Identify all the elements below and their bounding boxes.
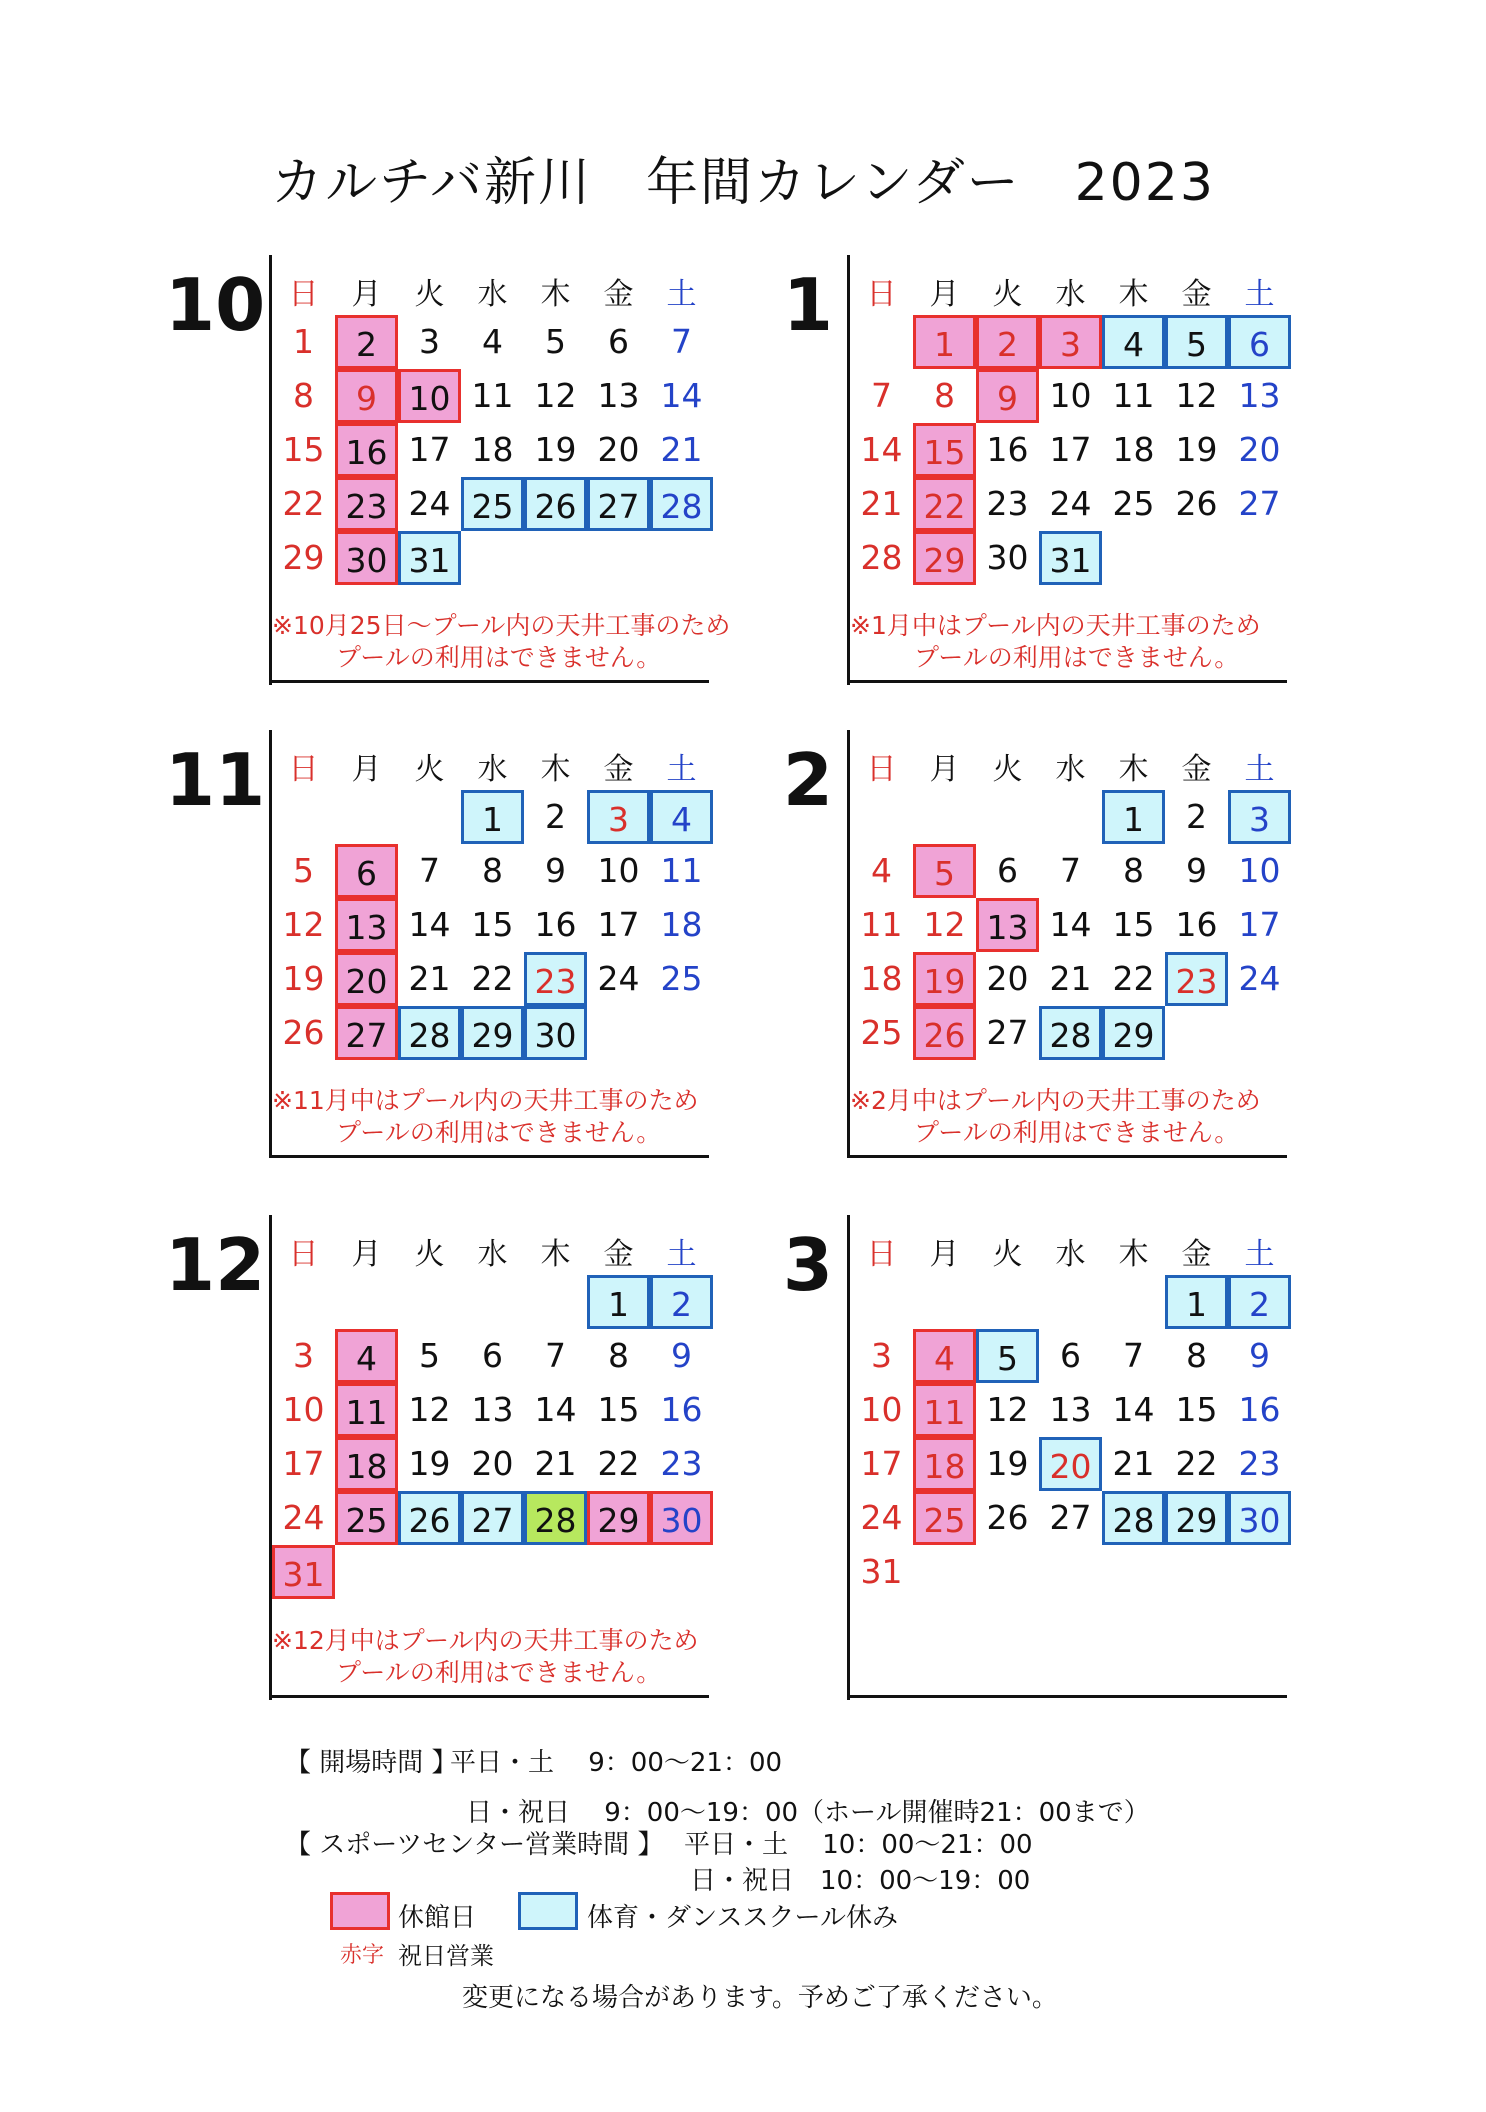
day-cell: 2 (545, 797, 566, 836)
day-cell: 6 (482, 1336, 503, 1375)
day-cell: 13 (976, 898, 1039, 952)
day-cell: 27 (587, 477, 650, 531)
weekday-header: 金 (1181, 277, 1212, 312)
weekday-header: 火 (992, 752, 1023, 787)
day-cell: 14 (860, 430, 903, 469)
legend-red-text: 祝日営業 (398, 1942, 494, 1970)
day-cell: 1 (1165, 1275, 1228, 1329)
day-cell: 21 (660, 430, 703, 469)
day-cell: 23 (335, 477, 398, 531)
month-note-line: プールの利用はできません。 (914, 1118, 1240, 1147)
weekday-header: 日 (288, 752, 319, 787)
month-note-line: ※2月中はプール内の天井工事のため (850, 1086, 1261, 1115)
day-cell: 25 (660, 959, 703, 998)
weekday-header: 木 (1118, 752, 1149, 787)
day-cell: 23 (1165, 952, 1228, 1006)
weekday-header: 水 (477, 277, 508, 312)
day-cell: 1 (587, 1275, 650, 1329)
day-cell: 29 (1165, 1491, 1228, 1545)
weekday-header: 火 (992, 1237, 1023, 1272)
day-cell: 17 (282, 1444, 325, 1483)
weekday-header: 月 (351, 1237, 382, 1272)
day-cell: 22 (1175, 1444, 1218, 1483)
day-cell: 26 (1175, 484, 1218, 523)
day-cell: 24 (408, 484, 451, 523)
weekday-header: 火 (414, 752, 445, 787)
page-title: カルチバ新川 年間カレンダー 2023 (271, 153, 1215, 213)
day-cell: 28 (524, 1491, 587, 1545)
sports-hours-label: 【 スポーツセンター営業時間 】 (285, 1830, 664, 1860)
day-cell: 30 (650, 1491, 713, 1545)
day-cell: 15 (282, 430, 325, 469)
month-number: 12 (165, 1223, 266, 1307)
day-cell: 27 (1238, 484, 1281, 523)
weekday-header: 金 (603, 752, 634, 787)
day-cell: 31 (1039, 531, 1102, 585)
day-cell: 25 (461, 477, 524, 531)
weekday-header: 日 (288, 277, 319, 312)
day-cell: 7 (545, 1336, 566, 1375)
day-cell: 1 (293, 322, 314, 361)
day-cell: 2 (335, 315, 398, 369)
day-cell: 21 (860, 484, 903, 523)
day-cell: 13 (597, 376, 640, 415)
day-cell: 22 (597, 1444, 640, 1483)
legend-closed-swatch (330, 1892, 390, 1930)
day-cell: 11 (471, 376, 514, 415)
weekday-header: 金 (603, 1237, 634, 1272)
day-cell: 12 (408, 1390, 451, 1429)
day-cell: 20 (471, 1444, 514, 1483)
day-cell: 29 (587, 1491, 650, 1545)
day-cell: 8 (934, 376, 955, 415)
day-cell: 7 (871, 376, 892, 415)
weekday-header: 日 (866, 752, 897, 787)
day-cell: 22 (471, 959, 514, 998)
day-cell: 20 (1039, 1437, 1102, 1491)
day-cell: 11 (913, 1383, 976, 1437)
day-cell: 19 (282, 959, 325, 998)
day-cell: 18 (660, 905, 703, 944)
day-cell: 19 (534, 430, 577, 469)
day-cell: 14 (1112, 1390, 1155, 1429)
day-cell: 4 (1102, 315, 1165, 369)
open-hours-holiday: 日・祝日 9：00～19：00（ホール開催時21：00まで） (466, 1798, 1150, 1828)
weekday-header: 水 (477, 1237, 508, 1272)
day-cell: 21 (534, 1444, 577, 1483)
day-cell: 4 (650, 790, 713, 844)
weekday-header: 月 (351, 752, 382, 787)
day-cell: 24 (1049, 484, 1092, 523)
legend-noschool-label: 体育・ダンススクール休み (587, 1903, 898, 1933)
weekday-header: 金 (603, 277, 634, 312)
day-cell: 18 (1112, 430, 1155, 469)
day-cell: 19 (986, 1444, 1029, 1483)
day-cell: 27 (461, 1491, 524, 1545)
weekday-header: 月 (351, 277, 382, 312)
weekday-header: 水 (477, 752, 508, 787)
day-cell: 28 (398, 1006, 461, 1060)
month-note-line: プールの利用はできません。 (914, 643, 1240, 672)
weekday-header: 木 (540, 277, 571, 312)
day-cell: 18 (860, 959, 903, 998)
weekday-header: 月 (929, 752, 960, 787)
day-cell: 4 (871, 851, 892, 890)
day-cell: 5 (913, 844, 976, 898)
day-cell: 28 (1102, 1491, 1165, 1545)
weekday-header: 木 (1118, 277, 1149, 312)
day-cell: 12 (282, 905, 325, 944)
day-cell: 31 (272, 1545, 335, 1599)
legend-closed-label: 休館日 (398, 1903, 477, 1933)
day-cell: 24 (860, 1498, 903, 1537)
day-cell: 23 (524, 952, 587, 1006)
month-number: 1 (782, 263, 833, 347)
sports-hours-holiday: 日・祝日 10：00～19：00 (690, 1866, 1031, 1896)
day-cell: 10 (398, 369, 461, 423)
month-note-line: プールの利用はできません。 (336, 1118, 662, 1147)
day-cell: 3 (587, 790, 650, 844)
day-cell: 30 (986, 538, 1029, 577)
month-note-line: プールの利用はできません。 (336, 643, 662, 672)
month-note-line: ※12月中はプール内の天井工事のため (272, 1626, 699, 1655)
day-cell: 6 (997, 851, 1018, 890)
day-cell: 28 (860, 538, 903, 577)
day-cell: 5 (545, 322, 566, 361)
day-cell: 16 (335, 423, 398, 477)
day-cell: 6 (1228, 315, 1291, 369)
day-cell: 8 (608, 1336, 629, 1375)
day-cell: 20 (597, 430, 640, 469)
weekday-header: 日 (288, 1237, 319, 1272)
day-cell: 30 (335, 531, 398, 585)
day-cell: 23 (1238, 1444, 1281, 1483)
day-cell: 5 (293, 851, 314, 890)
open-hours-label: 【 開場時間 】 (285, 1748, 458, 1778)
day-cell: 29 (1102, 1006, 1165, 1060)
day-cell: 21 (1049, 959, 1092, 998)
day-cell: 26 (282, 1013, 325, 1052)
month-number: 3 (782, 1223, 833, 1307)
month-number: 10 (165, 263, 266, 347)
day-cell: 2 (650, 1275, 713, 1329)
day-cell: 31 (860, 1552, 903, 1591)
day-cell: 19 (913, 952, 976, 1006)
legend-red-label: 赤字 (340, 1943, 385, 1968)
day-cell: 27 (335, 1006, 398, 1060)
day-cell: 3 (871, 1336, 892, 1375)
day-cell: 6 (1060, 1336, 1081, 1375)
weekday-header: 火 (992, 277, 1023, 312)
day-cell: 15 (1112, 905, 1155, 944)
day-cell: 4 (913, 1329, 976, 1383)
day-cell: 3 (419, 322, 440, 361)
day-cell: 10 (597, 851, 640, 890)
day-cell: 16 (660, 1390, 703, 1429)
day-cell: 9 (671, 1336, 692, 1375)
day-cell: 27 (986, 1013, 1029, 1052)
day-cell: 20 (986, 959, 1029, 998)
day-cell: 21 (1112, 1444, 1155, 1483)
day-cell: 14 (660, 376, 703, 415)
day-cell: 22 (913, 477, 976, 531)
weekday-header: 日 (866, 277, 897, 312)
day-cell: 13 (471, 1390, 514, 1429)
day-cell: 19 (1175, 430, 1218, 469)
day-cell: 13 (335, 898, 398, 952)
day-cell: 26 (913, 1006, 976, 1060)
day-cell: 2 (1186, 797, 1207, 836)
weekday-header: 土 (1244, 1237, 1275, 1272)
day-cell: 30 (524, 1006, 587, 1060)
day-cell: 11 (660, 851, 703, 890)
weekday-header: 火 (414, 1237, 445, 1272)
month-number: 11 (165, 738, 266, 822)
day-cell: 9 (976, 369, 1039, 423)
day-cell: 7 (419, 851, 440, 890)
day-cell: 5 (1165, 315, 1228, 369)
day-cell: 12 (1175, 376, 1218, 415)
day-cell: 11 (335, 1383, 398, 1437)
weekday-header: 水 (1055, 752, 1086, 787)
day-cell: 11 (1112, 376, 1155, 415)
day-cell: 9 (545, 851, 566, 890)
day-cell: 16 (986, 430, 1029, 469)
day-cell: 28 (1039, 1006, 1102, 1060)
day-cell: 29 (461, 1006, 524, 1060)
weekday-header: 土 (1244, 277, 1275, 312)
day-cell: 8 (482, 851, 503, 890)
weekday-header: 月 (929, 277, 960, 312)
day-cell: 14 (1049, 905, 1092, 944)
day-cell: 9 (1249, 1336, 1270, 1375)
day-cell: 17 (1049, 430, 1092, 469)
day-cell: 3 (1039, 315, 1102, 369)
day-cell: 25 (1112, 484, 1155, 523)
day-cell: 6 (608, 322, 629, 361)
day-cell: 18 (471, 430, 514, 469)
day-cell: 2 (1228, 1275, 1291, 1329)
weekday-header: 土 (1244, 752, 1275, 787)
day-cell: 26 (524, 477, 587, 531)
month-number: 2 (782, 738, 833, 822)
day-cell: 7 (1123, 1336, 1144, 1375)
day-cell: 27 (1049, 1498, 1092, 1537)
day-cell: 22 (1112, 959, 1155, 998)
month-note-line: ※10月25日～プール内の天井工事のため (272, 611, 731, 640)
day-cell: 25 (335, 1491, 398, 1545)
day-cell: 17 (1238, 905, 1281, 944)
day-cell: 3 (293, 1336, 314, 1375)
weekday-header: 土 (666, 752, 697, 787)
month-note-line: ※1月中はプール内の天井工事のため (850, 611, 1261, 640)
day-cell: 20 (335, 952, 398, 1006)
day-cell: 24 (282, 1498, 325, 1537)
day-cell: 23 (660, 1444, 703, 1483)
day-cell: 14 (408, 905, 451, 944)
legend-noschool-swatch (518, 1892, 578, 1930)
day-cell: 25 (913, 1491, 976, 1545)
day-cell: 13 (1049, 1390, 1092, 1429)
day-cell: 12 (986, 1390, 1029, 1429)
day-cell: 26 (398, 1491, 461, 1545)
day-cell: 30 (1228, 1491, 1291, 1545)
day-cell: 5 (419, 1336, 440, 1375)
day-cell: 3 (1228, 790, 1291, 844)
day-cell: 9 (335, 369, 398, 423)
day-cell: 22 (282, 484, 325, 523)
day-cell: 1 (461, 790, 524, 844)
day-cell: 28 (650, 477, 713, 531)
day-cell: 24 (1238, 959, 1281, 998)
day-cell: 10 (860, 1390, 903, 1429)
day-cell: 15 (471, 905, 514, 944)
day-cell: 8 (293, 376, 314, 415)
day-cell: 1 (1102, 790, 1165, 844)
day-cell: 19 (408, 1444, 451, 1483)
day-cell: 15 (1175, 1390, 1218, 1429)
weekday-header: 金 (1181, 1237, 1212, 1272)
weekday-header: 日 (866, 1237, 897, 1272)
open-hours-weekday: 平日・土 9：00～21：00 (450, 1748, 783, 1778)
sports-hours-weekday: 平日・土 10：00～21：00 (684, 1830, 1033, 1860)
day-cell: 17 (408, 430, 451, 469)
weekday-header: 木 (540, 752, 571, 787)
weekday-header: 木 (540, 1237, 571, 1272)
day-cell: 29 (282, 538, 325, 577)
day-cell: 15 (597, 1390, 640, 1429)
day-cell: 13 (1238, 376, 1281, 415)
month-note-line: プールの利用はできません。 (336, 1658, 662, 1687)
weekday-header: 火 (414, 277, 445, 312)
day-cell: 20 (1238, 430, 1281, 469)
weekday-header: 土 (666, 277, 697, 312)
day-cell: 23 (986, 484, 1029, 523)
day-cell: 21 (408, 959, 451, 998)
day-cell: 4 (335, 1329, 398, 1383)
day-cell: 7 (1060, 851, 1081, 890)
day-cell: 18 (335, 1437, 398, 1491)
month-note-line: ※11月中はプール内の天井工事のため (272, 1086, 699, 1115)
day-cell: 9 (1186, 851, 1207, 890)
day-cell: 4 (482, 322, 503, 361)
day-cell: 17 (860, 1444, 903, 1483)
weekday-header: 水 (1055, 1237, 1086, 1272)
weekday-header: 土 (666, 1237, 697, 1272)
day-cell: 24 (597, 959, 640, 998)
day-cell: 31 (398, 531, 461, 585)
weekday-header: 水 (1055, 277, 1086, 312)
day-cell: 1 (913, 315, 976, 369)
day-cell: 10 (282, 1390, 325, 1429)
day-cell: 7 (671, 322, 692, 361)
day-cell: 29 (913, 531, 976, 585)
weekday-header: 金 (1181, 752, 1212, 787)
day-cell: 16 (534, 905, 577, 944)
day-cell: 25 (860, 1013, 903, 1052)
day-cell: 12 (534, 376, 577, 415)
day-cell: 12 (923, 905, 966, 944)
day-cell: 15 (913, 423, 976, 477)
day-cell: 10 (1049, 376, 1092, 415)
day-cell: 2 (976, 315, 1039, 369)
footer-note: 変更になる場合があります。予めご了承ください。 (462, 1983, 1058, 2013)
day-cell: 6 (335, 844, 398, 898)
weekday-header: 月 (929, 1237, 960, 1272)
day-cell: 17 (597, 905, 640, 944)
day-cell: 10 (1238, 851, 1281, 890)
day-cell: 5 (976, 1329, 1039, 1383)
day-cell: 26 (986, 1498, 1029, 1537)
day-cell: 11 (860, 905, 903, 944)
weekday-header: 木 (1118, 1237, 1149, 1272)
day-cell: 18 (913, 1437, 976, 1491)
day-cell: 14 (534, 1390, 577, 1429)
day-cell: 8 (1186, 1336, 1207, 1375)
day-cell: 16 (1238, 1390, 1281, 1429)
day-cell: 16 (1175, 905, 1218, 944)
day-cell: 8 (1123, 851, 1144, 890)
